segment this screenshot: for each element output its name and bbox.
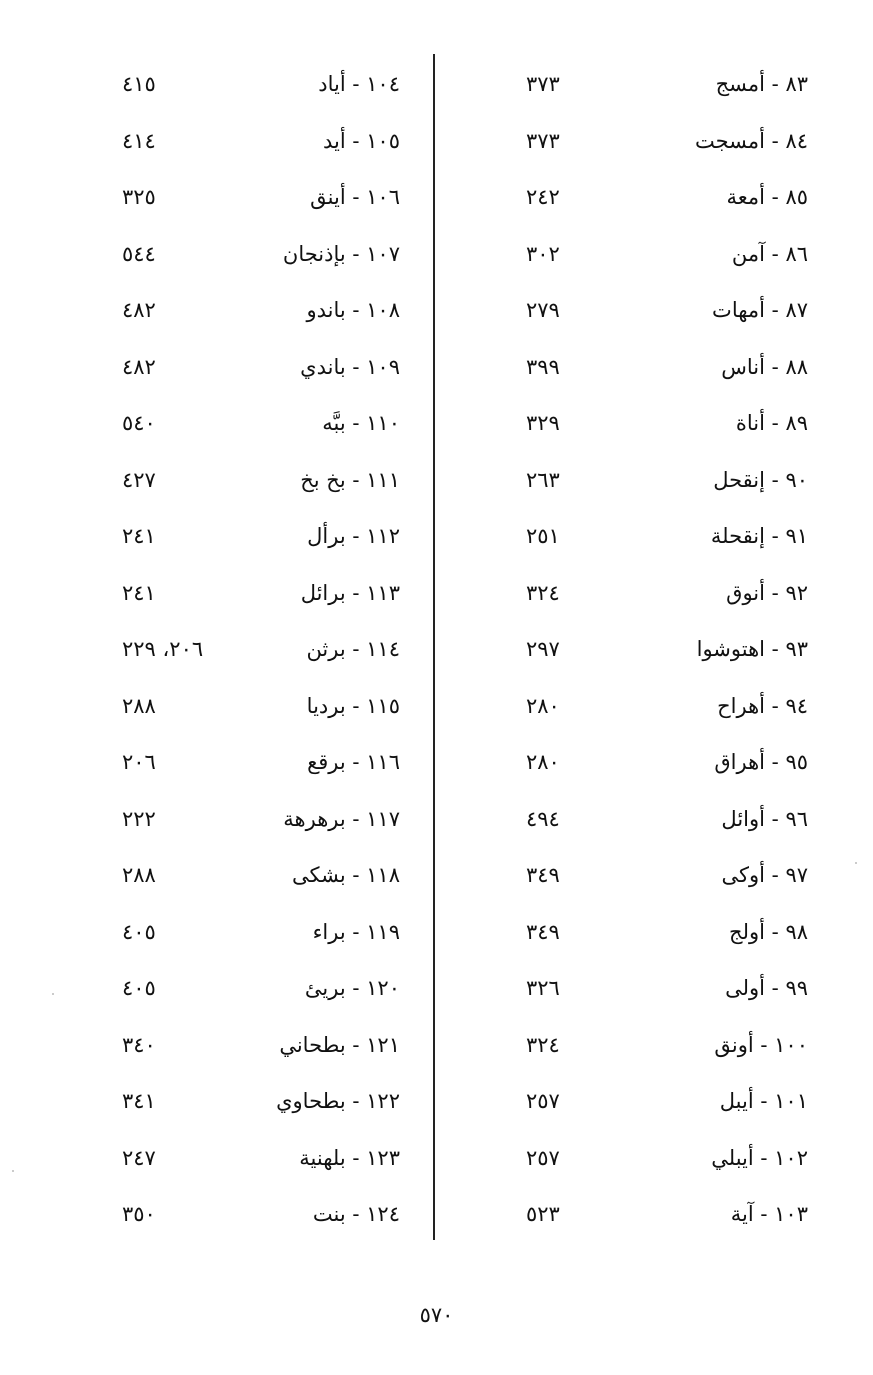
index-page-ref: ٤٨٢ — [122, 298, 156, 322]
index-entry — [100, 621, 400, 678]
index-entry — [100, 508, 400, 565]
index-term: ٩٨ - أولج — [729, 919, 808, 944]
index-entry — [100, 452, 400, 509]
index-page-ref: ٣٢٤ — [526, 580, 560, 605]
index-term: ١١٥ - برديا — [306, 693, 400, 718]
index-term: ١٠٦ - أينق — [310, 185, 400, 209]
index-term: ٩٥ - أهراق — [714, 750, 808, 774]
index-term: ٩٣ - اهتوشوا — [696, 637, 808, 661]
index-page-ref: ٢٨٠ — [526, 750, 560, 774]
scan-speck — [12, 1170, 14, 1172]
index-column-left — [100, 56, 400, 1243]
index-page-ref: ٢٤١ — [122, 524, 156, 548]
index-entry — [100, 282, 400, 339]
index-term: ١١٢ - برأل — [307, 524, 400, 548]
index-page-ref: ٥٤٠ — [122, 411, 156, 435]
index-page-ref: ٤١٤ — [122, 128, 156, 153]
index-term: ١٢٢ - بطحاوي — [276, 1089, 400, 1113]
index-entry — [100, 734, 400, 791]
index-term: ٩٢ - أنوق — [726, 580, 808, 605]
index-term: ١٢٠ - بريئ — [304, 976, 400, 1000]
index-entry — [100, 960, 400, 1017]
index-term: ١١٤ - برثن — [306, 637, 400, 661]
index-entry — [100, 1186, 400, 1243]
index-page-ref: ٢٥١ — [526, 524, 560, 548]
index-entry — [478, 282, 808, 339]
index-page-ref: ٢٠٦ — [122, 750, 156, 774]
index-term: ٩٩ - أولى — [725, 976, 808, 1000]
index-entry — [100, 1017, 400, 1074]
index-page-ref: ٣٠٢ — [526, 241, 560, 266]
index-page-ref: ٢٤٢ — [526, 185, 560, 209]
index-page-ref: ٤١٥ — [122, 72, 156, 96]
index-term: ١١٣ - برائل — [300, 580, 400, 605]
index-page-ref: ٣٩٩ — [526, 354, 560, 379]
index-entry — [100, 56, 400, 113]
index-page-ref: ٢٦٣ — [526, 467, 560, 492]
index-page-ref: ٢٤١ — [122, 580, 156, 605]
index-entry — [100, 169, 400, 226]
index-entry — [478, 508, 808, 565]
index-entry — [478, 113, 808, 170]
index-page-ref: ٣٧٣ — [526, 72, 560, 96]
index-term: ١٢٤ - بنت — [312, 1202, 400, 1226]
index-term: ١٠٣ - آية — [730, 1202, 808, 1226]
index-entry — [100, 791, 400, 848]
index-page-ref: ٢٩٧ — [526, 637, 560, 661]
index-column-right — [478, 56, 808, 1243]
index-page-ref: ٣٢٤ — [526, 1032, 560, 1057]
index-term: ١٠٠ - أونق — [714, 1032, 808, 1057]
index-page-ref: ٣٧٣ — [526, 128, 560, 153]
index-entry — [478, 339, 808, 396]
index-entry — [100, 113, 400, 170]
index-term: ٩٠ - إنقحل — [713, 467, 808, 492]
index-page-ref: ٢٧٩ — [526, 298, 560, 322]
index-page-ref: ٣٤٩ — [526, 863, 560, 887]
index-entry — [478, 847, 808, 904]
index-term: ١١٦ - برقع — [307, 750, 400, 774]
index-term: ٩٧ - أوكى — [721, 863, 808, 887]
index-entry — [478, 452, 808, 509]
index-term: ٨٦ - آمن — [731, 241, 808, 266]
index-entry — [478, 791, 808, 848]
index-page-ref: ٢٥٧ — [526, 1089, 560, 1113]
index-term: ٨٨ - أناس — [721, 354, 808, 379]
index-page-ref: ٢٨٨ — [122, 693, 156, 718]
index-term: ٨٩ - أناة — [735, 411, 808, 435]
index-page-ref: ٤٨٢ — [122, 354, 156, 379]
index-entry — [100, 1130, 400, 1187]
index-term: ١٠٧ - بإذنجان — [282, 241, 400, 266]
index-page-ref: ٣٤٠ — [122, 1032, 156, 1057]
index-page-ref: ٤٢٧ — [122, 467, 156, 492]
index-entry — [478, 1017, 808, 1074]
index-page-ref: ٢٨٨ — [122, 863, 156, 887]
index-term: ١١٩ - براء — [312, 919, 400, 944]
index-entry — [100, 395, 400, 452]
index-entry — [478, 395, 808, 452]
index-page-ref: ٤٠٥ — [122, 919, 156, 944]
index-page-ref: ٣٢٦ — [526, 976, 560, 1000]
index-entry — [100, 678, 400, 735]
index-entry — [100, 339, 400, 396]
index-page-ref: ٣٥٠ — [122, 1202, 156, 1226]
index-term: ١٠٥ - أيد — [323, 128, 400, 153]
index-entry — [478, 1130, 808, 1187]
index-page-ref: ٣٢٩ — [526, 411, 560, 435]
index-page-ref: ٣٤١ — [122, 1089, 156, 1113]
index-page-ref: ٣٢٥ — [122, 185, 156, 209]
index-entry — [478, 734, 808, 791]
index-entry — [100, 565, 400, 622]
index-term: ٨٣ - أمسج — [715, 72, 808, 96]
index-term: ١٠٩ - باندي — [300, 354, 400, 379]
index-term: ٨٤ - أمسجت — [694, 128, 808, 153]
index-entry — [100, 847, 400, 904]
index-term: ٩٦ - أوائل — [721, 806, 808, 831]
index-term: ٨٧ - أمهات — [712, 298, 808, 322]
index-entry — [478, 169, 808, 226]
index-entry — [478, 1186, 808, 1243]
index-entry — [100, 1073, 400, 1130]
column-divider — [433, 54, 435, 1240]
index-term: ١٢٣ - بلهنية — [299, 1145, 400, 1170]
index-term: ٨٥ - أمعة — [726, 185, 808, 209]
index-entry — [478, 904, 808, 961]
index-page-ref: ٤٠٥ — [122, 976, 156, 1000]
index-term: ١٠٤ - أياد — [318, 72, 400, 96]
index-page-ref: ٥٢٣ — [526, 1202, 560, 1226]
index-page-ref: ٣٤٩ — [526, 919, 560, 944]
index-page-ref: ٢٤٧ — [122, 1145, 156, 1170]
index-entry — [478, 56, 808, 113]
index-term: ١٠٨ - باندو — [306, 298, 400, 322]
index-term: ٩٤ - أهراح — [717, 693, 808, 718]
index-entry — [478, 960, 808, 1017]
index-page-ref: ٥٤٤ — [122, 241, 156, 266]
index-entry — [100, 904, 400, 961]
index-entry — [478, 226, 808, 283]
index-page-ref: ٢٢٢ — [122, 806, 156, 831]
index-term: ١٢١ - بطحاني — [279, 1032, 400, 1057]
index-page-ref: ٢٥٧ — [526, 1145, 560, 1170]
index-entry — [100, 226, 400, 283]
index-entry — [478, 678, 808, 735]
scan-speck — [855, 862, 857, 864]
index-term: ١٠١ - أيبل — [719, 1089, 808, 1113]
index-term: ١١٨ - بشكى — [292, 863, 400, 887]
index-page-ref: ٢٨٠ — [526, 693, 560, 718]
index-page-ref: ٤٩٤ — [526, 806, 560, 831]
scan-speck — [52, 993, 54, 995]
index-page-ref: ٢٠٦، ٢٢٩ — [122, 637, 204, 661]
index-term: ١١٠ - ببَّه — [322, 411, 400, 435]
index-term: ٩١ - إنقحلة — [710, 524, 808, 548]
page-number: ٥٧٠ — [419, 1303, 454, 1327]
index-term: ١٠٢ - أيبلي — [711, 1145, 808, 1170]
index-entry — [478, 621, 808, 678]
index-entry — [478, 1073, 808, 1130]
index-term: ١١١ - بخ بخ — [300, 467, 400, 492]
index-term: ١١٧ - برهرهة — [283, 806, 400, 831]
index-entry — [478, 565, 808, 622]
